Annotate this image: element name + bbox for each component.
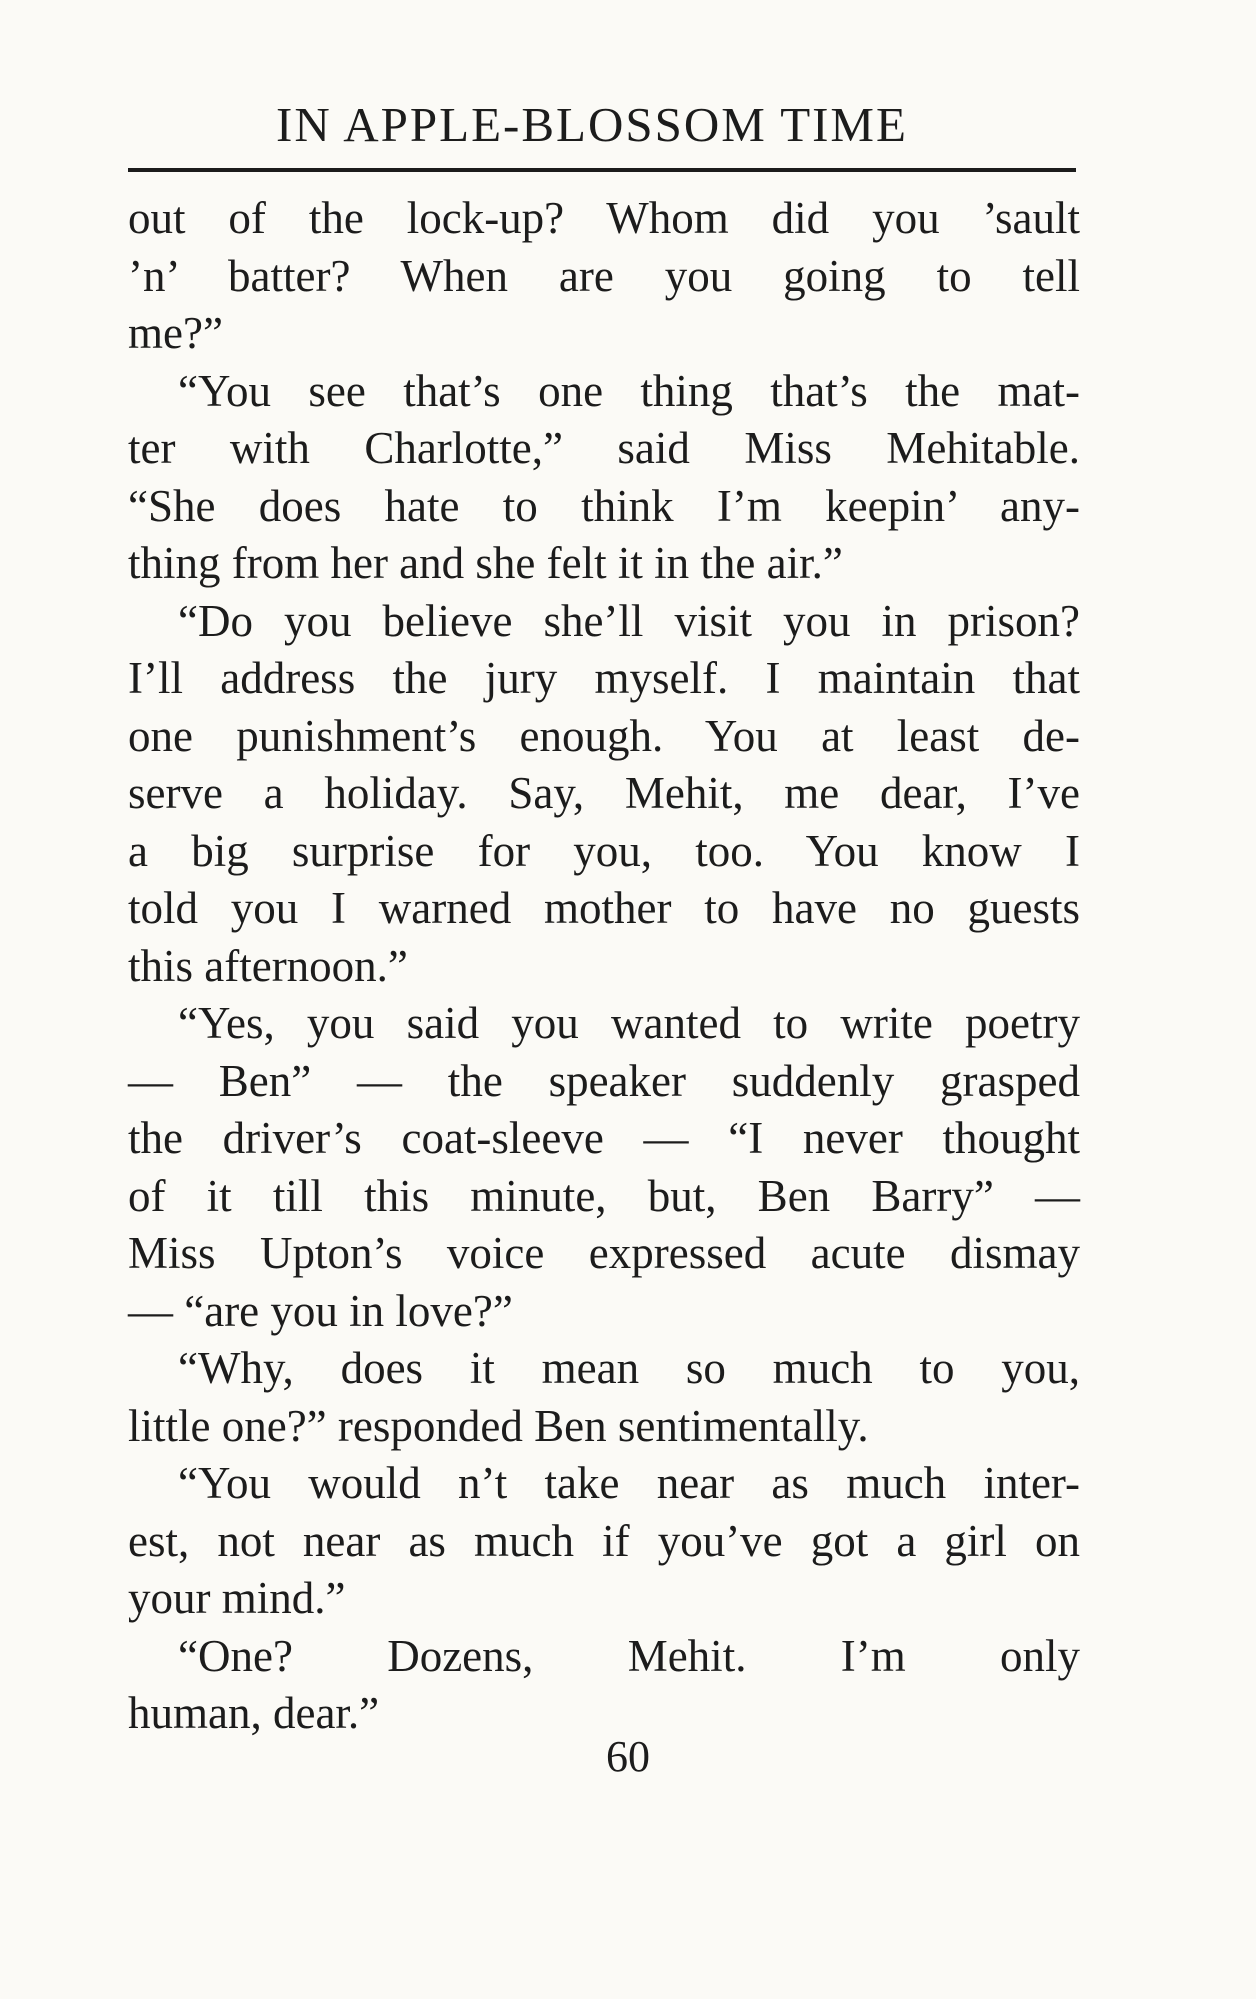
running-head: IN APPLE-BLOSSOM TIME — [276, 97, 908, 152]
text-line: — “are you in love?” — [128, 1285, 513, 1336]
text-line: of it till this minute, but, Ben Barry” — — [128, 1170, 1080, 1221]
body-text — [128, 190, 1080, 1743]
text-line: serve a holiday. Say, Mehit, me dear, I’ve — [128, 768, 1080, 818]
text-line: “Yes, you said you wanted to write poetry — [178, 998, 1080, 1048]
text-line: out of the lock-up? Whom did you ’sault — [128, 193, 1080, 243]
text-line: ’n’ batter? When are you going to tell — [128, 250, 1080, 301]
text-line: a big surprise for you, too. You know I — [128, 825, 1080, 876]
text-line: me?” — [128, 308, 223, 358]
text-line: “She does hate to think I’m keepin’ any- — [128, 480, 1080, 531]
text-line: “One? Dozens, Mehit. I’m only — [178, 1630, 1080, 1681]
text-line: est, not near as much if you’ve got a girl on — [128, 1515, 1080, 1566]
text-line: ter with Charlotte,” said Miss Mehitable. — [128, 423, 1080, 473]
page-number: 60 — [606, 1732, 650, 1781]
text-line: Miss Upton’s voice expressed acute dismay — [128, 1228, 1080, 1278]
text-line: — Ben” — the speaker suddenly grasped — [128, 1055, 1080, 1106]
text-line: one punishment’s enough. You at least de- — [128, 710, 1080, 761]
header-rule — [128, 168, 1076, 172]
text-line: your mind.” — [128, 1573, 346, 1623]
text-line: “You see that’s one thing that’s the mat- — [178, 365, 1080, 416]
text-line: “Why, does it mean so much to you, — [178, 1343, 1080, 1393]
text-line: human, dear.” — [128, 1688, 380, 1738]
text-line: thing from her and she felt it in the air.” — [128, 538, 843, 588]
text-line: I’ll address the jury myself. I maintain that — [128, 653, 1080, 703]
text-line: the driver’s coat-sleeve — “I never thought — [128, 1113, 1080, 1163]
text-line: this afternoon.” — [128, 940, 408, 991]
text-line: “Do you believe she’ll visit you in prison? — [178, 595, 1080, 646]
text-line: told you I warned mother to have no guests — [128, 883, 1080, 933]
text-line: little one?” responded Ben sentimentally. — [128, 1400, 869, 1451]
text-line: “You would n’t take near as much inter- — [178, 1458, 1080, 1508]
